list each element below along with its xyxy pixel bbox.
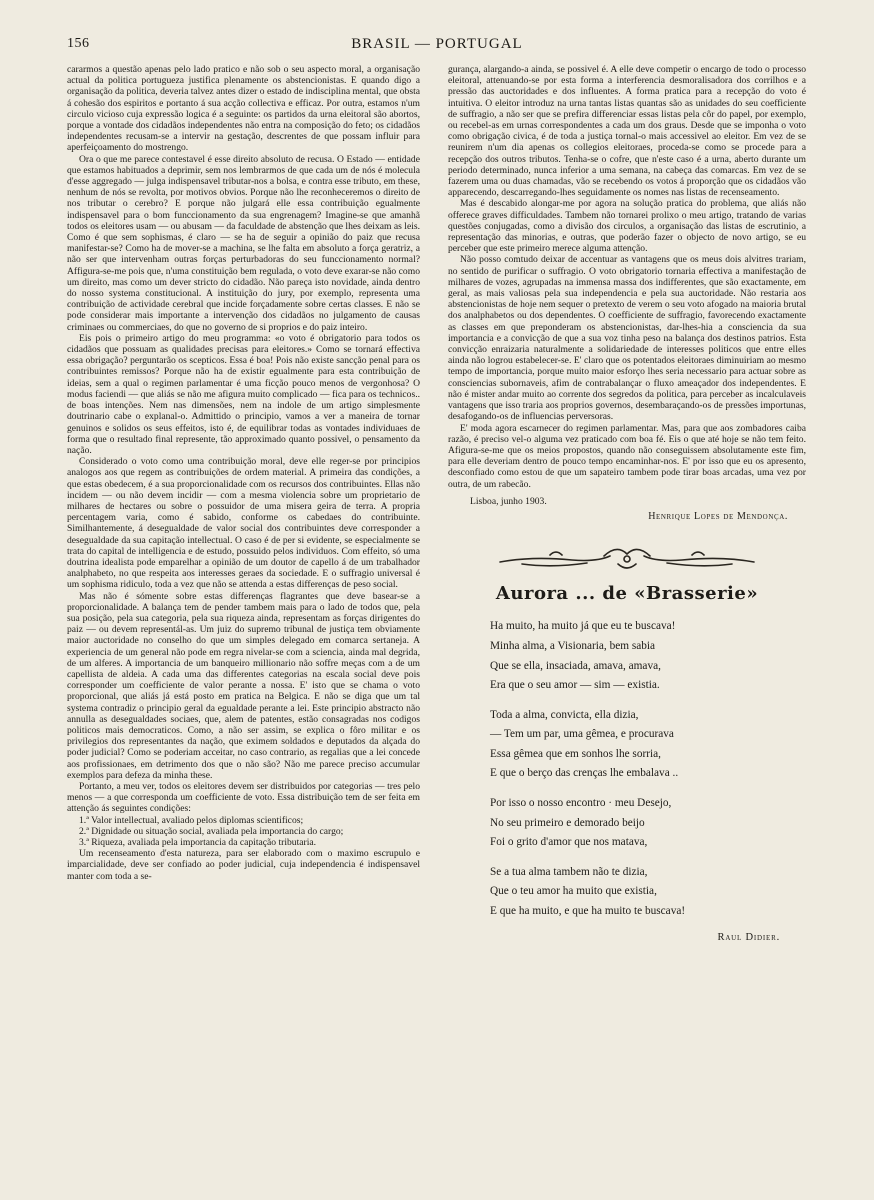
poem-verse: E que o berço das crenças lhe embalava ..	[490, 767, 679, 780]
article-paragraph: Não posso comtudo deixar de accentuar as vantagens que os meus dois alvitres trariam, no sentido de purificar o suffragio. O voto obrigatorio tornaria effectiva a manifestação de milhares de vozes, agrupadas na immensa massa dos indifferentes, que são exactamente, em geral, as mais valiosas pela sua independencia e pela sua auctoridade. Não restaria aos abstencionistas de hoje nem sequer o pretexto de verem o seu voto afogado na maioria brutal dos analphabetos ou dos dependentes. O coefficiente de suffragio, favorecendo exactamente as classes em que preponderam os abstencionistas, dar-lhes-hia a consciencia da sua importancia e a convicção de que a sua voz tinha peso na balança dos destinos patrios. Esta convicção enraizaria naturalmente a solidariedade de interesses politicos que entre elles ainda não logrou estabelecer-se. E' claro que os potentados eleitoraes diminuiriam ao mesmo tempo de importancia, porque muito maior esforço lhes seria necessario para actuar sobre as consciencias subornaveis, afim de contrabalançar o fluxo ameaçador dos independentes. E não é mister andar muito ao corrente dos segredos da politica, para perceber as incalculaveis vantagens que isso traria aos proprios governos, desembaraçando-os de pressões importunas, desafogando-os de influencias perversoras.	[448, 254, 806, 423]
article-paragraph: Mas não é sómente sobre estas differenças flagrantes que deve basear-se a proporcionalidade. A balança tem de pender tambem mais para o lado de todos que, pela sua posição, pela sua categoria, pela sua riqueza ainda, representam as forças dirigentes do paiz — ou devem representál-as. Um juiz do supremo tribunal de justiça tem obviamente maior auctoridade no conselho do que um simples delegado em comarca sertaneja. A experiencia de um general não pode em regra nivelar-se com a sciencia, ainda mal degrida, de um alferes. A importancia de um banqueiro millionario não soffre meças com a de um capellista de aldeia. A cada uma das differentes categorias na escala social deve pois corresponder um coefficiente de valor perante a nossa. E' isto que se chama o voto proporcional, que aliás já está posto em pratica na Belgica. E não se diga que um tal systema contradiz o principio geral da egualdade perante a lei. Este principio abstracto não annulla as desegualdades sociaes, que, alem de patentes, estão consagradas nos codigos politicos mais democraticos. Como, a não ser assim, se explica o fôro militar e os privilegios dos representantes da nação, que eximem soldados e deputados da alçada do poder judicial? Como se poderiam acceitar, no caso contrario, as regalias que a lei concede aos profissionaes, em detrimento dos que o não são? Não me parece preciso accumular exemplos para defeza da minha these.	[67, 590, 420, 781]
list-item: 1.ª Valor intellectual, avaliado pelos diplomas scientificos;	[79, 814, 304, 826]
article-paragraph: E' moda agora escarnecer do regimen parlamentar. Mas, para que aos zombadores caiba razão, é preciso vel-o alguma vez praticado com boa fé. Eis o que até hoje se não tem feito. Afigura-se-me que os meios propostos, quando não conseguissem absolutamente este fim, para elle deveriam dentro de pouco tempo encaminhar-nos. E' por isso que eu os apresento, desconfiado como estou de que um sapateiro tambem pode tirar boas arcadas, uma vez por outra, de um rabecão.	[448, 422, 806, 490]
poem-verse: E que ha muito, e que ha muito te buscava!	[490, 905, 686, 918]
article-paragraph: Mas é descabido alongar-me por agora na solução pratica do problema, que aliás não offerece graves difficuldades. Tambem não tornarei prolixo o meu artigo, tratando de varias questões conjugadas, como a divisão dos circulos, a organisação das listas de escrutinio, a representação das minorias, e outras, que poderão fazer o objecto de novo artigo, se eu perceber que este primeiro merece alguma attenção.	[448, 198, 806, 255]
decorative-divider-icon	[492, 542, 762, 576]
article-dateline: Lisboa, junho 1903.	[470, 495, 547, 507]
poem-stanza	[490, 794, 806, 853]
poem-signature: Raul Didier.	[717, 931, 780, 943]
poem-verse: Minha alma, a Visionaria, bem sabia	[490, 639, 656, 652]
right-column	[448, 64, 806, 943]
running-title: BRASIL — PORTUGAL	[351, 36, 523, 52]
article-paragraph: gurança, alargando-a ainda, se possivel é. A elle deve competir o encargo de todo o processo eleitoral, attenuando-se por esta forma a interferencia desmoralisadora dos corrilhos e a pressão das auctoridades e dos influentes. A forma pratica para a recepção do voto é intuitiva. O eleitor introduz na urna tantas listas quantas são as unidades do seu coefficiente de suffragio, a não ser que se prefira differenciar essas listas pela côr do papel, por exemplo, ou recebel-as em urnas correspondentes a cada um dos graus. Desde que se imponha o voto como obrigação civica, é de toda a justiça tornal-o mais accessivel ao eleitor. Em vez de se reunirem n'um dia apenas os collegios eleitoraes, proceda-se como se procede para a recepção dos outros tributos. Tenha-se o cofre, que n'este caso é a urna, aberto durante um periodo determinado, nunca inferior a uma semana, na cabeça das comarcas. Em vez de se fazerem uma ou duas chamadas, vão se recebendo os votos á proporção que os cidadãos vão apparecendo, descarregando-lhes seguidamente os nomes nas listas de recenseamento.	[448, 64, 806, 199]
poem-verse: Por isso o nosso encontro · meu Desejo,	[490, 797, 672, 810]
poem-verse: Ha muito, ha muito já que eu te buscava!	[490, 620, 676, 633]
poem-verse: Que o teu amor ha muito que existia,	[490, 885, 657, 898]
article-paragraph: Portanto, a meu ver, todos os eleitores devem ser distribuidos por categorias — tres pelo menos — a que corresponda um coefficiente de voto. Essa distribuição tem de ser feita em attenção ás seguintes condições:	[67, 781, 420, 815]
poem-verse: — Tem um par, uma gêmea, e procurava	[490, 728, 674, 741]
poem-stanza	[490, 617, 806, 695]
poem-stanza	[490, 863, 806, 922]
poem-verse: Toda a alma, convicta, ella dizia,	[490, 708, 639, 721]
article-paragraph: Ora o que me parece contestavel é esse direito absoluto de recusa. O Estado — entidade que estamos habituados a deprimir, sem nos lembrarmos de que cada um de nós é molecula d'esse aggregado — julga indispensavel tributar-nos a bolsa, e contra esse tributo, em these, nenhum de nós se revolta, por motivos obvios. Porque não lhe reconheceremos o direito de nos tributar o cerebro? E porque não julgará elle essa contribuição egualmente indispensavel para o bom funccionamento da sua engrenagem? Imagine-se que amanhã todos os eleitores usam — ou abusam — da faculdade de abstenção que lhes deixam as leis. Como é que sem sophismas, é claro — se ha de seguir a opinião do paiz que recusa manifestar-se? Como ha de mover-se a machina, se lhe falta em absoluto a força geratriz, a não ser que intervenham outras forças perturbadoras do seu funccionamento normal? Affigura-se-me pois que, n'uma constituição bem regulada, o voto deve exarar-se não como um direito, mas como um dever stricto do cidadão. Não pareça isto novidade, ainda dentro do nosso systema constitucional. A instituição do jury, por exemplo, representa uma contribuição de actividade cerebral que incide forçadamente sobre certas classes. E não se pode considerar mais importante a intervenção dos cidadãos no julgamento de causas criminaes ou commerciaes, do que no governo de si proprios e do paiz inteiro.	[67, 153, 421, 333]
poem-title: Aurora ... de «Brasserie»	[495, 583, 759, 605]
article-paragraph: Um recenseamento d'esta natureza, para ser elaborado com o maximo escrupulo e imparcialidade, deve ser confiado ao poder judicial, cuja independencia é indispensavel manter com toda a se-	[67, 848, 420, 882]
poem-verse: No seu primeiro e demorado beijo	[490, 816, 645, 829]
poem	[448, 617, 806, 921]
article-paragraph: cararmos a questão apenas pelo lado pratico e não sob o seu aspecto moral, a organisação actual da politica portugueza justifica plenamente os abstencionistas. E quando digo a organisação da politica, deveria talvez antes dizer o estado de indisciplina mental, que obsta á cohesão dos espiritos e portanto á sua acção collectiva e efficaz. Por outra, estamos n'um circulo vicioso cuja expressão logica é a seguinte: os partidos da urna eleitoral são abortos, porque a vontade dos cidadãos independentes não entra na composição do feto; os cidadãos independentes recusam-se a intervir na gestação, descrentes de que possam influir para aperfeiçoamento do mostrengo.	[67, 64, 420, 154]
poem-stanza	[490, 706, 806, 784]
left-column	[67, 64, 420, 882]
poem-verse: Que se ella, insaciada, amava, amava,	[490, 659, 661, 672]
poem-verse: Foi o grito d'amor que nos matava,	[490, 836, 648, 849]
poem-verse: Essa gêmea que em sonhos lhe sorria,	[490, 747, 661, 760]
list-item: 3.ª Riqueza, avaliada pela importancia da capitação tributaria.	[79, 837, 317, 849]
article-paragraph: Considerado o voto como uma contribuição moral, deve elle reger-se por principios analogos aos que regem as contribuições de ordem material. A primeira das condições, a que estas obedecem, é a sua proporcionalidade com os recursos dos contribuintes. Ellas não incidem — ou não devem incidir — com a mesma violencia sobre um proprietario de milhares de hectares ou sobre o possuidor de uma misera geira de terra. A propria percentagem varia, como é sabido, conforme os cabedaes do contribuinte. Similhantemente, á desegualdade de valor social dos contribuintes deve corresponder a desegualdade da sua capitação intellectual. O caso é de per si evidente, se especialmente se trata do capital de intelligencia e de estudo, possuido pelos individuos. Com effeito, só uma doutrina idealista pode emparelhar a opinião de um doutor de capello á de um trabalhador analphabeto, no que respeita aos interesses geraes da sociedade. E o suffragio universal é um sophisma ridiculo, toda a vez que não se attenda a estas differenças de peso social.	[67, 456, 420, 591]
article-paragraph: Eis pois o primeiro artigo do meu programma: «o voto é obrigatorio para todos os cidadãos que possuam as qualidades precisas para eleitores.» Como se tornará effectiva essa obrigação? perguntarão os scepticos. Essa é boa! Pois não existe sancção penal para os contribuintes remissos? Porque não ha de existir egualmente para esta contribuição de ideias, sem a qual o regimen parlamentar é uma ficção pouco menos de vergonhosa? O modus faciendi — que aliás se não me afigura muito complicado — fica para os technicos.. de boas intenções. Nem nas dimensões, nem na indole de um artigo simplesmente doutrinario cabe o explanal-o. Admittido o principio, vamos a ver a maneira de tornar genuinos e solidos os seus effeitos, isto é, de equilibrar todas as vontades individuaes de forma que o resultado final represente, tão approximado quanto possivel, o pensamento da nação.	[67, 332, 420, 456]
poem-verse: Era que o seu amor — sim — existia.	[490, 679, 660, 692]
list-item: 2.ª Dignidade ou situação social, avaliada pela importancia do cargo;	[79, 825, 344, 837]
article-signature: Henrique Lopes de Mendonça.	[648, 510, 788, 522]
poem-verse: Se a tua alma tambem não te dizia,	[490, 865, 648, 878]
page-number: 156	[67, 36, 90, 51]
